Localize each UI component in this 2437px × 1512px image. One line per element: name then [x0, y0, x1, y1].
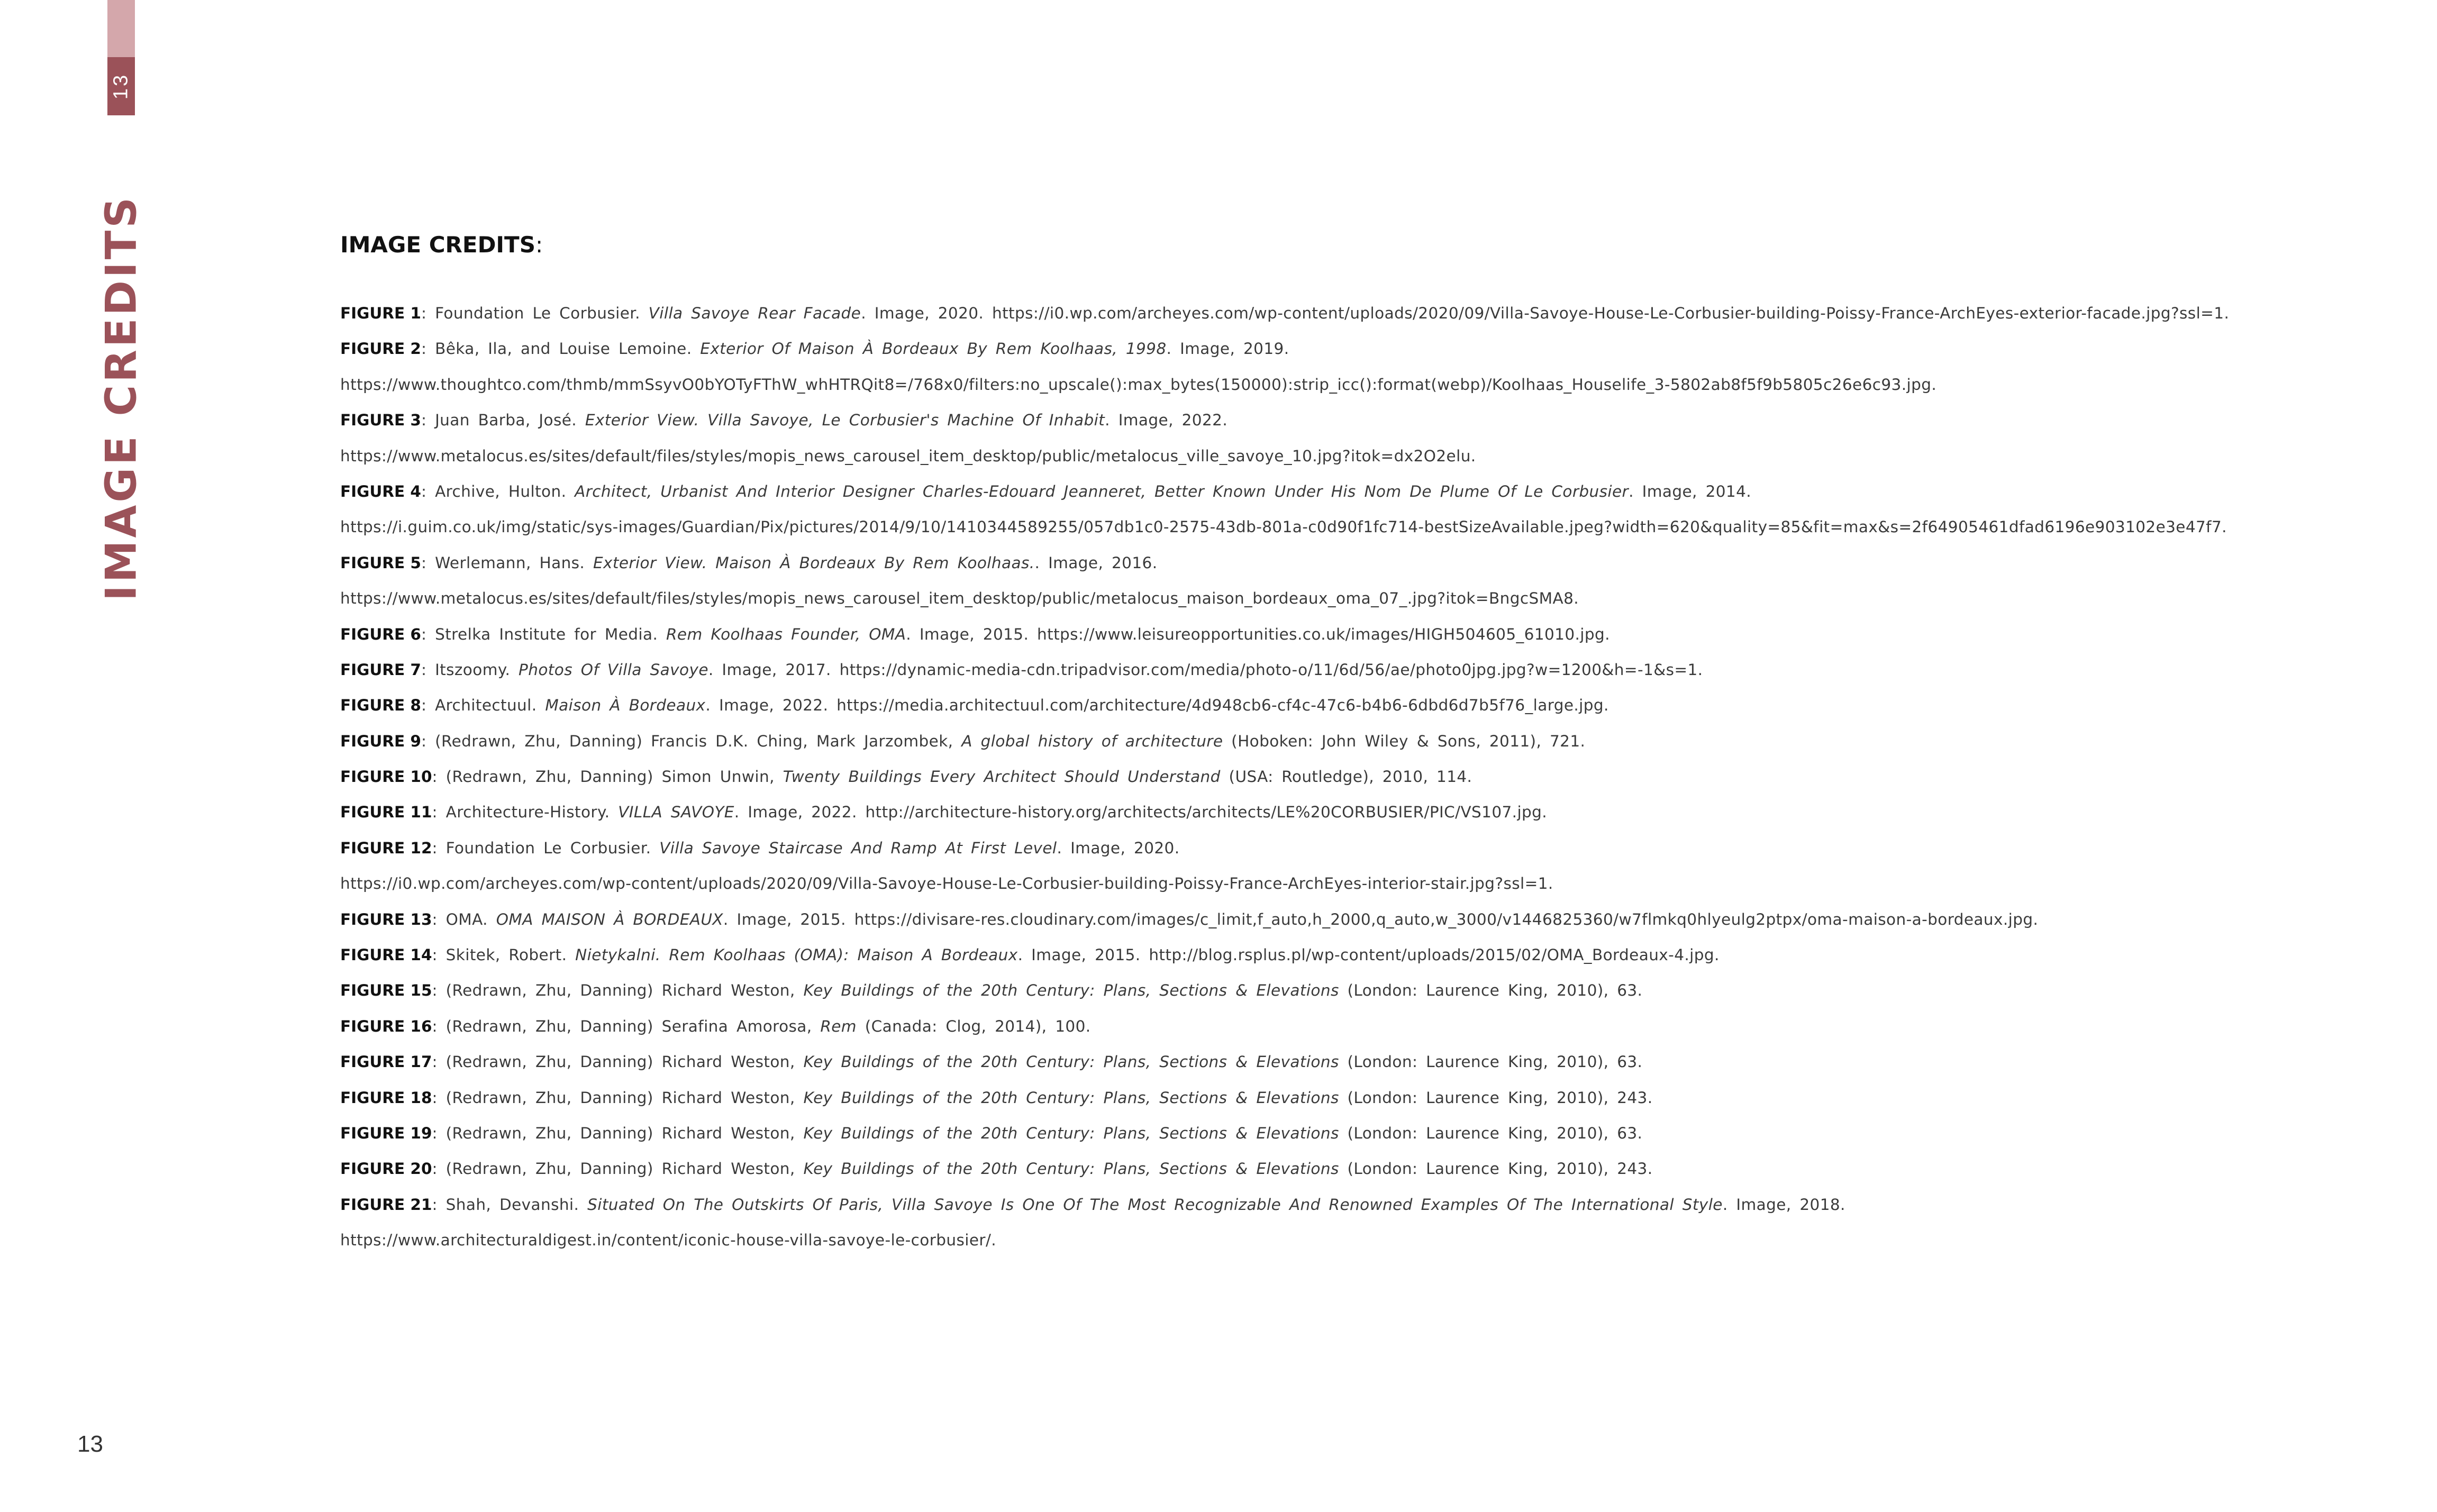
credit-line: [340, 873, 2404, 908]
credit-text: . Image, 2022. http://architecture-history.org/architects/architects/LE%20CORBUSIER/PIC/VS107.jpg.: [734, 803, 1548, 822]
credit-title: Exterior View. Maison À Bordeaux By Rem Koolhaas.: [593, 553, 1035, 572]
credit-text: . Image, 2020. https://i0.wp.com/archeyes.com/wp-content/uploads/2020/09/Villa-Savoye-House-Le-Corbusier-building-Poissy-France-ArchEyes-exterior-facade.jpg?ssl=1.: [861, 304, 2230, 322]
credit-text: https://www.metalocus.es/sites/default/files/styles/mopis_news_carousel_item_desktop/public/metalocus_ville_savoye_10.jpg?itok=dx2O2elu.: [340, 447, 1476, 465]
credit-title: A global history of architecture: [961, 732, 1223, 750]
credit-text: . Image, 2022.: [1105, 411, 1228, 430]
figure-label: FIGURE 3: [340, 411, 421, 430]
credit-text: : (Redrawn, Zhu, Danning) Serafina Amorosa,: [432, 1017, 821, 1035]
credit-text: : Skitek, Robert.: [432, 946, 576, 964]
credit-title: VILLA SAVOYE: [618, 803, 734, 822]
figure-label: FIGURE 4: [340, 482, 421, 500]
figure-label: FIGURE 21: [340, 1195, 432, 1214]
page-tab-light-block: [107, 0, 135, 57]
credit-text: : Itszoomy.: [421, 660, 519, 679]
credit-text: (Canada: Clog, 2014), 100.: [856, 1017, 1091, 1035]
credit-text: . Image, 2015. https://divisare-res.cloudinary.com/images/c_limit,f_auto,h_2000,q_auto,w_3000/v1446825360/w7flmkq0hlyeulg2ptpx/oma-maison-a-bordeaux.jpg.: [723, 910, 2039, 928]
credits-heading-label: IMAGE CREDITS: [340, 232, 535, 258]
credit-line: [340, 303, 2404, 338]
credit-text: https://i.guim.co.uk/img/static/sys-images/Guardian/Pix/pictures/2014/9/10/1410344589255/057db1c0-2575-43db-801a-c0d90f1fc714-bestSizeAvailable.jpeg?width=620&quality=85&fit=max&s=2f64905461dfad6196e903102e3e47f7.: [340, 518, 2227, 536]
credit-text: (USA: Routledge), 2010, 114.: [1220, 768, 1472, 786]
credit-text: (Hoboken: John Wiley & Sons, 2011), 721.: [1223, 732, 1586, 750]
credit-text: https://www.architecturaldigest.in/content/iconic-house-villa-savoye-le-corbusier/.: [340, 1231, 997, 1250]
credits-heading-colon: :: [535, 232, 543, 258]
credit-title: OMA MAISON À BORDEAUX: [496, 910, 723, 928]
credit-line: [340, 409, 2404, 445]
credit-line: [340, 1087, 2404, 1123]
credit-text: . Image, 2018.: [1722, 1195, 1845, 1214]
figure-label: FIGURE 19: [340, 1124, 432, 1142]
figure-label: FIGURE 11: [340, 803, 432, 822]
figure-label: FIGURE 10: [340, 768, 432, 786]
credit-title: Architect, Urbanist And Interior Designer Charles-Edouard Jeanneret, Better Known Under His Nom De Plume Of Le Corbusier: [575, 482, 1629, 500]
figure-label: FIGURE 9: [340, 732, 421, 750]
page-number: 13: [77, 1431, 103, 1457]
credit-title: Situated On The Outskirts Of Paris, Villa Savoye Is One Of The Most Recognizable And Renowned Examples Of The International Style: [587, 1195, 1723, 1214]
credit-text: : Strelka Institute for Media.: [421, 625, 667, 643]
credit-line: [340, 588, 2404, 623]
credit-title: Villa Savoye Staircase And Ramp At First Level: [659, 839, 1057, 857]
credit-text: : OMA.: [432, 910, 496, 928]
credit-title: Maison À Bordeaux: [545, 696, 706, 715]
credit-title: Exterior Of Maison À Bordeaux By Rem Koolhaas, 1998: [700, 340, 1167, 358]
credit-line: [340, 1123, 2404, 1158]
credit-text: https://www.thoughtco.com/thmb/mmSsyvO0bYOTyFThW_whHTRQit8=/768x0/filters:no_upscale():max_bytes(150000):strip_icc():format(webp)/Koolhaas_Houselife_3-5802ab8f5f9b5805c26e6c93.jpg.: [340, 375, 1937, 394]
credit-text: : Werlemann, Hans.: [421, 553, 593, 572]
credits-heading: [340, 232, 543, 258]
credit-text: (London: Laurence King, 2010), 63.: [1339, 1053, 1643, 1071]
credit-line: [340, 552, 2404, 588]
credit-title: Villa Savoye Rear Facade: [648, 304, 861, 322]
credit-text: . Image, 2019.: [1166, 340, 1289, 358]
credit-text: : Archive, Hulton.: [421, 482, 575, 500]
credit-text: : (Redrawn, Zhu, Danning) Francis D.K. Ching, Mark Jarzombek,: [421, 732, 962, 750]
credit-text: : (Redrawn, Zhu, Danning) Richard Weston,: [432, 1053, 804, 1071]
credit-text: . Image, 2017. https://dynamic-media-cdn.tripadvisor.com/media/photo-o/11/6d/56/ae/photo0jpg.jpg?w=1200&h=-1&s=1.: [708, 660, 1703, 679]
credit-line: [340, 481, 2404, 516]
credit-line: [340, 980, 2404, 1015]
figure-label: FIGURE 5: [340, 553, 421, 572]
credit-line: [340, 516, 2404, 552]
credit-title: Key Buildings of the 20th Century: Plans, Sections & Elevations: [803, 1160, 1339, 1178]
credit-line: [340, 374, 2404, 409]
credit-line: [340, 1158, 2404, 1194]
credit-line: [340, 1229, 2404, 1265]
figure-label: FIGURE 6: [340, 625, 421, 643]
figure-label: FIGURE 14: [340, 946, 432, 964]
figure-label: FIGURE 2: [340, 340, 421, 358]
credit-text: : (Redrawn, Zhu, Danning) Simon Unwin,: [432, 768, 783, 786]
credit-text: https://www.metalocus.es/sites/default/files/styles/mopis_news_carousel_item_desktop/public/metalocus_maison_bordeaux_oma_07_.jpg?itok=BngcSMA8.: [340, 589, 1579, 608]
credit-title: Nietykalni. Rem Koolhaas (OMA): Maison A Bordeaux: [575, 946, 1018, 964]
page-tab: [107, 0, 135, 115]
credit-text: : Architectuul.: [421, 696, 545, 715]
figure-label: FIGURE 12: [340, 839, 432, 857]
credit-title: Rem Koolhaas Founder, OMA: [666, 625, 906, 643]
credit-text: : (Redrawn, Zhu, Danning) Richard Weston,: [432, 1088, 804, 1107]
figure-label: FIGURE 7: [340, 660, 421, 679]
credit-text: (London: Laurence King, 2010), 63.: [1339, 981, 1643, 1000]
credit-text: : Architecture-History.: [432, 803, 619, 822]
credit-text: . Image, 2014.: [1629, 482, 1752, 500]
credit-line: [340, 1194, 2404, 1229]
credit-line: [340, 695, 2404, 730]
side-title: IMAGE CREDITS: [96, 195, 146, 601]
credit-title: Key Buildings of the 20th Century: Plans, Sections & Elevations: [803, 1053, 1339, 1071]
credit-text: . Image, 2016.: [1034, 553, 1158, 572]
credit-title: Photos Of Villa Savoye: [519, 660, 708, 679]
credit-text: . Image, 2022. https://media.architectuul.com/architecture/4d948cb6-cf4c-47c6-b4b6-6dbd6d7b5f76_large.jpg.: [705, 696, 1609, 715]
credit-text: (London: Laurence King, 2010), 243.: [1339, 1160, 1653, 1178]
credit-line: [340, 944, 2404, 980]
credits-list: [340, 303, 2404, 1265]
credit-text: . Image, 2020.: [1057, 839, 1180, 857]
figure-label: FIGURE 16: [340, 1017, 432, 1035]
credit-text: . Image, 2015. https://www.leisureopportunities.co.uk/images/HIGH504605_61010.jpg.: [906, 625, 1610, 643]
figure-label: FIGURE 20: [340, 1160, 432, 1178]
credit-text: : Bêka, Ila, and Louise Lemoine.: [421, 340, 701, 358]
credit-line: [340, 659, 2404, 695]
figure-label: FIGURE 8: [340, 696, 421, 715]
figure-label: FIGURE 18: [340, 1088, 432, 1107]
credit-text: (London: Laurence King, 2010), 243.: [1339, 1088, 1653, 1107]
figure-label: FIGURE 17: [340, 1053, 432, 1071]
credit-line: [340, 731, 2404, 766]
credit-line: [340, 801, 2404, 837]
page-tab-number: 13: [110, 72, 132, 100]
credit-title: Twenty Buildings Every Architect Should Understand: [783, 768, 1221, 786]
credit-line: [340, 338, 2404, 374]
credit-text: : Foundation Le Corbusier.: [421, 304, 649, 322]
credit-text: : Foundation Le Corbusier.: [432, 839, 660, 857]
credit-title: Key Buildings of the 20th Century: Plans, Sections & Elevations: [803, 1088, 1339, 1107]
credit-text: https://i0.wp.com/archeyes.com/wp-content/uploads/2020/09/Villa-Savoye-House-Le-Corbusier-building-Poissy-France-ArchEyes-interior-stair.jpg?ssl=1.: [340, 875, 1553, 893]
credit-line: [340, 1016, 2404, 1051]
credit-text: : (Redrawn, Zhu, Danning) Richard Weston,: [432, 1124, 804, 1142]
credit-text: : (Redrawn, Zhu, Danning) Richard Weston,: [432, 1160, 804, 1178]
credit-title: Rem: [820, 1017, 857, 1035]
credit-text: : Shah, Devanshi.: [432, 1195, 588, 1214]
credit-line: [340, 909, 2404, 944]
figure-label: FIGURE 1: [340, 304, 421, 322]
credit-text: : (Redrawn, Zhu, Danning) Richard Weston,: [432, 981, 804, 1000]
credit-title: Key Buildings of the 20th Century: Plans, Sections & Elevations: [803, 1124, 1339, 1142]
credit-line: [340, 766, 2404, 801]
credit-text: (London: Laurence King, 2010), 63.: [1339, 1124, 1643, 1142]
credit-title: Key Buildings of the 20th Century: Plans, Sections & Elevations: [803, 981, 1339, 1000]
credit-line: [340, 837, 2404, 873]
credit-line: [340, 445, 2404, 481]
credit-text: : Juan Barba, José.: [421, 411, 585, 430]
credit-line: [340, 624, 2404, 659]
figure-label: FIGURE 13: [340, 910, 432, 928]
credit-line: [340, 1051, 2404, 1087]
credit-text: . Image, 2015. http://blog.rsplus.pl/wp-content/uploads/2015/02/OMA_Bordeaux-4.jpg.: [1017, 946, 1720, 964]
credit-title: Exterior View. Villa Savoye, Le Corbusier's Machine Of Inhabit: [585, 411, 1105, 430]
figure-label: FIGURE 15: [340, 981, 432, 1000]
